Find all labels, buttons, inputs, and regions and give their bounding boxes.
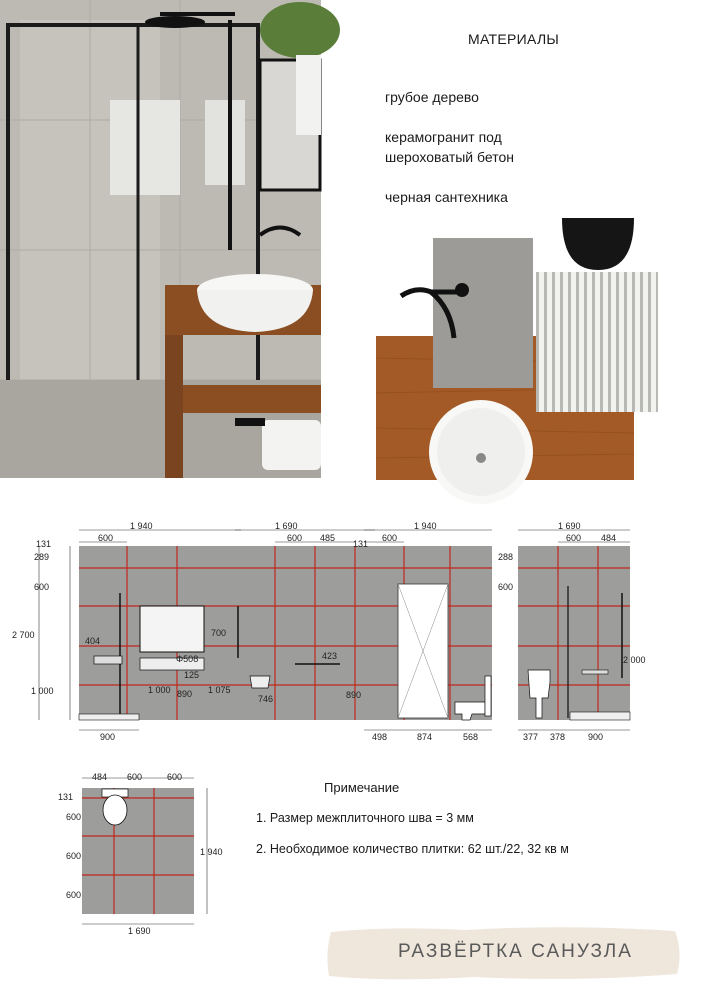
dim-w3-131: 131 — [353, 539, 369, 549]
material-black-fixtures: черная сантехника — [385, 189, 508, 205]
material-porcelain-line1: керамогранит под — [385, 129, 502, 145]
elevation-wall-3 — [346, 521, 492, 742]
floor-plan-svg — [52, 768, 232, 938]
dim-plan-131: 131 — [58, 792, 74, 802]
dim-w1-height: 2 700 — [12, 630, 35, 640]
dim-w1-289: 289 — [34, 552, 50, 562]
material-porcelain-line2: шероховатый бетон — [385, 149, 514, 165]
dim-plan-600a: 600 — [127, 772, 143, 782]
dim-w3-874: 874 — [417, 732, 433, 742]
dim-plan-600-2: 600 — [66, 851, 82, 861]
dim-w2-423: 423 — [322, 651, 338, 661]
dim-plan-484: 484 — [92, 772, 108, 782]
moodboard-illustration — [376, 218, 658, 498]
material-wood: грубое дерево — [385, 89, 479, 105]
dim-w3-600: 600 — [382, 533, 398, 543]
elevations-drawing — [12, 518, 690, 746]
page-title: РАЗВЁРТКА САНУЗЛА — [398, 941, 633, 962]
dim-w1-600v: 600 — [34, 582, 50, 592]
dim-w2-600: 600 — [287, 533, 303, 543]
dim-w1-125: 125 — [184, 670, 200, 680]
notes-title: Примечание — [324, 780, 400, 795]
dim-w1-1000h: 1 000 — [148, 685, 171, 695]
dim-w4-378: 378 — [550, 732, 566, 742]
dim-w2-746: 746 — [258, 694, 274, 704]
dim-w3-498: 498 — [372, 732, 388, 742]
materials-moodboard — [376, 218, 658, 498]
dim-w1-width: 1 940 — [130, 521, 153, 531]
dim-w3-568: 568 — [463, 732, 479, 742]
dim-w1-900: 900 — [100, 732, 116, 742]
dim-plan-600-1: 600 — [66, 812, 82, 822]
dim-w4-600v: 600 — [498, 582, 514, 592]
dim-w1-1000: 1 000 — [31, 686, 54, 696]
dim-w3-width: 1 940 — [414, 521, 437, 531]
floor-plan — [52, 768, 232, 938]
dim-w2-1075: 1 075 — [208, 685, 231, 695]
dim-plan-1690: 1 690 — [128, 926, 151, 936]
dim-w1-890: 890 — [177, 689, 193, 699]
elevation-wall-4 — [498, 521, 646, 742]
dim-w4-600: 600 — [566, 533, 582, 543]
dim-w1-404: 404 — [85, 636, 101, 646]
dim-plan-600-3: 600 — [66, 890, 82, 900]
note-item-1: 1. Размер межплиточного шва = 3 мм — [256, 811, 474, 825]
dim-w3-890: 890 — [346, 690, 362, 700]
dim-w4-2000: 2 000 — [623, 655, 646, 665]
dim-w2-width: 1 690 — [275, 521, 298, 531]
dim-plan-1940: 1 940 — [200, 847, 223, 857]
dim-w1-d508: Φ508 — [176, 654, 199, 664]
note-item-2: 2. Необходимое количество плитки: 62 шт./22, 32 кв м — [256, 842, 569, 856]
dim-w2-700: 700 — [211, 628, 227, 638]
materials-title: МАТЕРИАЛЫ — [468, 31, 560, 47]
dim-w4-288: 288 — [498, 552, 514, 562]
elevations-svg — [12, 518, 690, 746]
dim-w4-width: 1 690 — [558, 521, 581, 531]
dim-w1-600: 600 — [98, 533, 114, 543]
dim-w2-485: 485 — [320, 533, 336, 543]
elevation-wall-1 — [12, 521, 241, 742]
dim-w4-484: 484 — [601, 533, 617, 543]
bathroom-photo — [0, 0, 321, 478]
dim-w4-900: 900 — [588, 732, 604, 742]
dim-w1-131: 131 — [36, 539, 52, 549]
bathroom-photo-illustration — [0, 0, 321, 478]
dim-w4-377: 377 — [523, 732, 539, 742]
dim-plan-600b: 600 — [167, 772, 183, 782]
